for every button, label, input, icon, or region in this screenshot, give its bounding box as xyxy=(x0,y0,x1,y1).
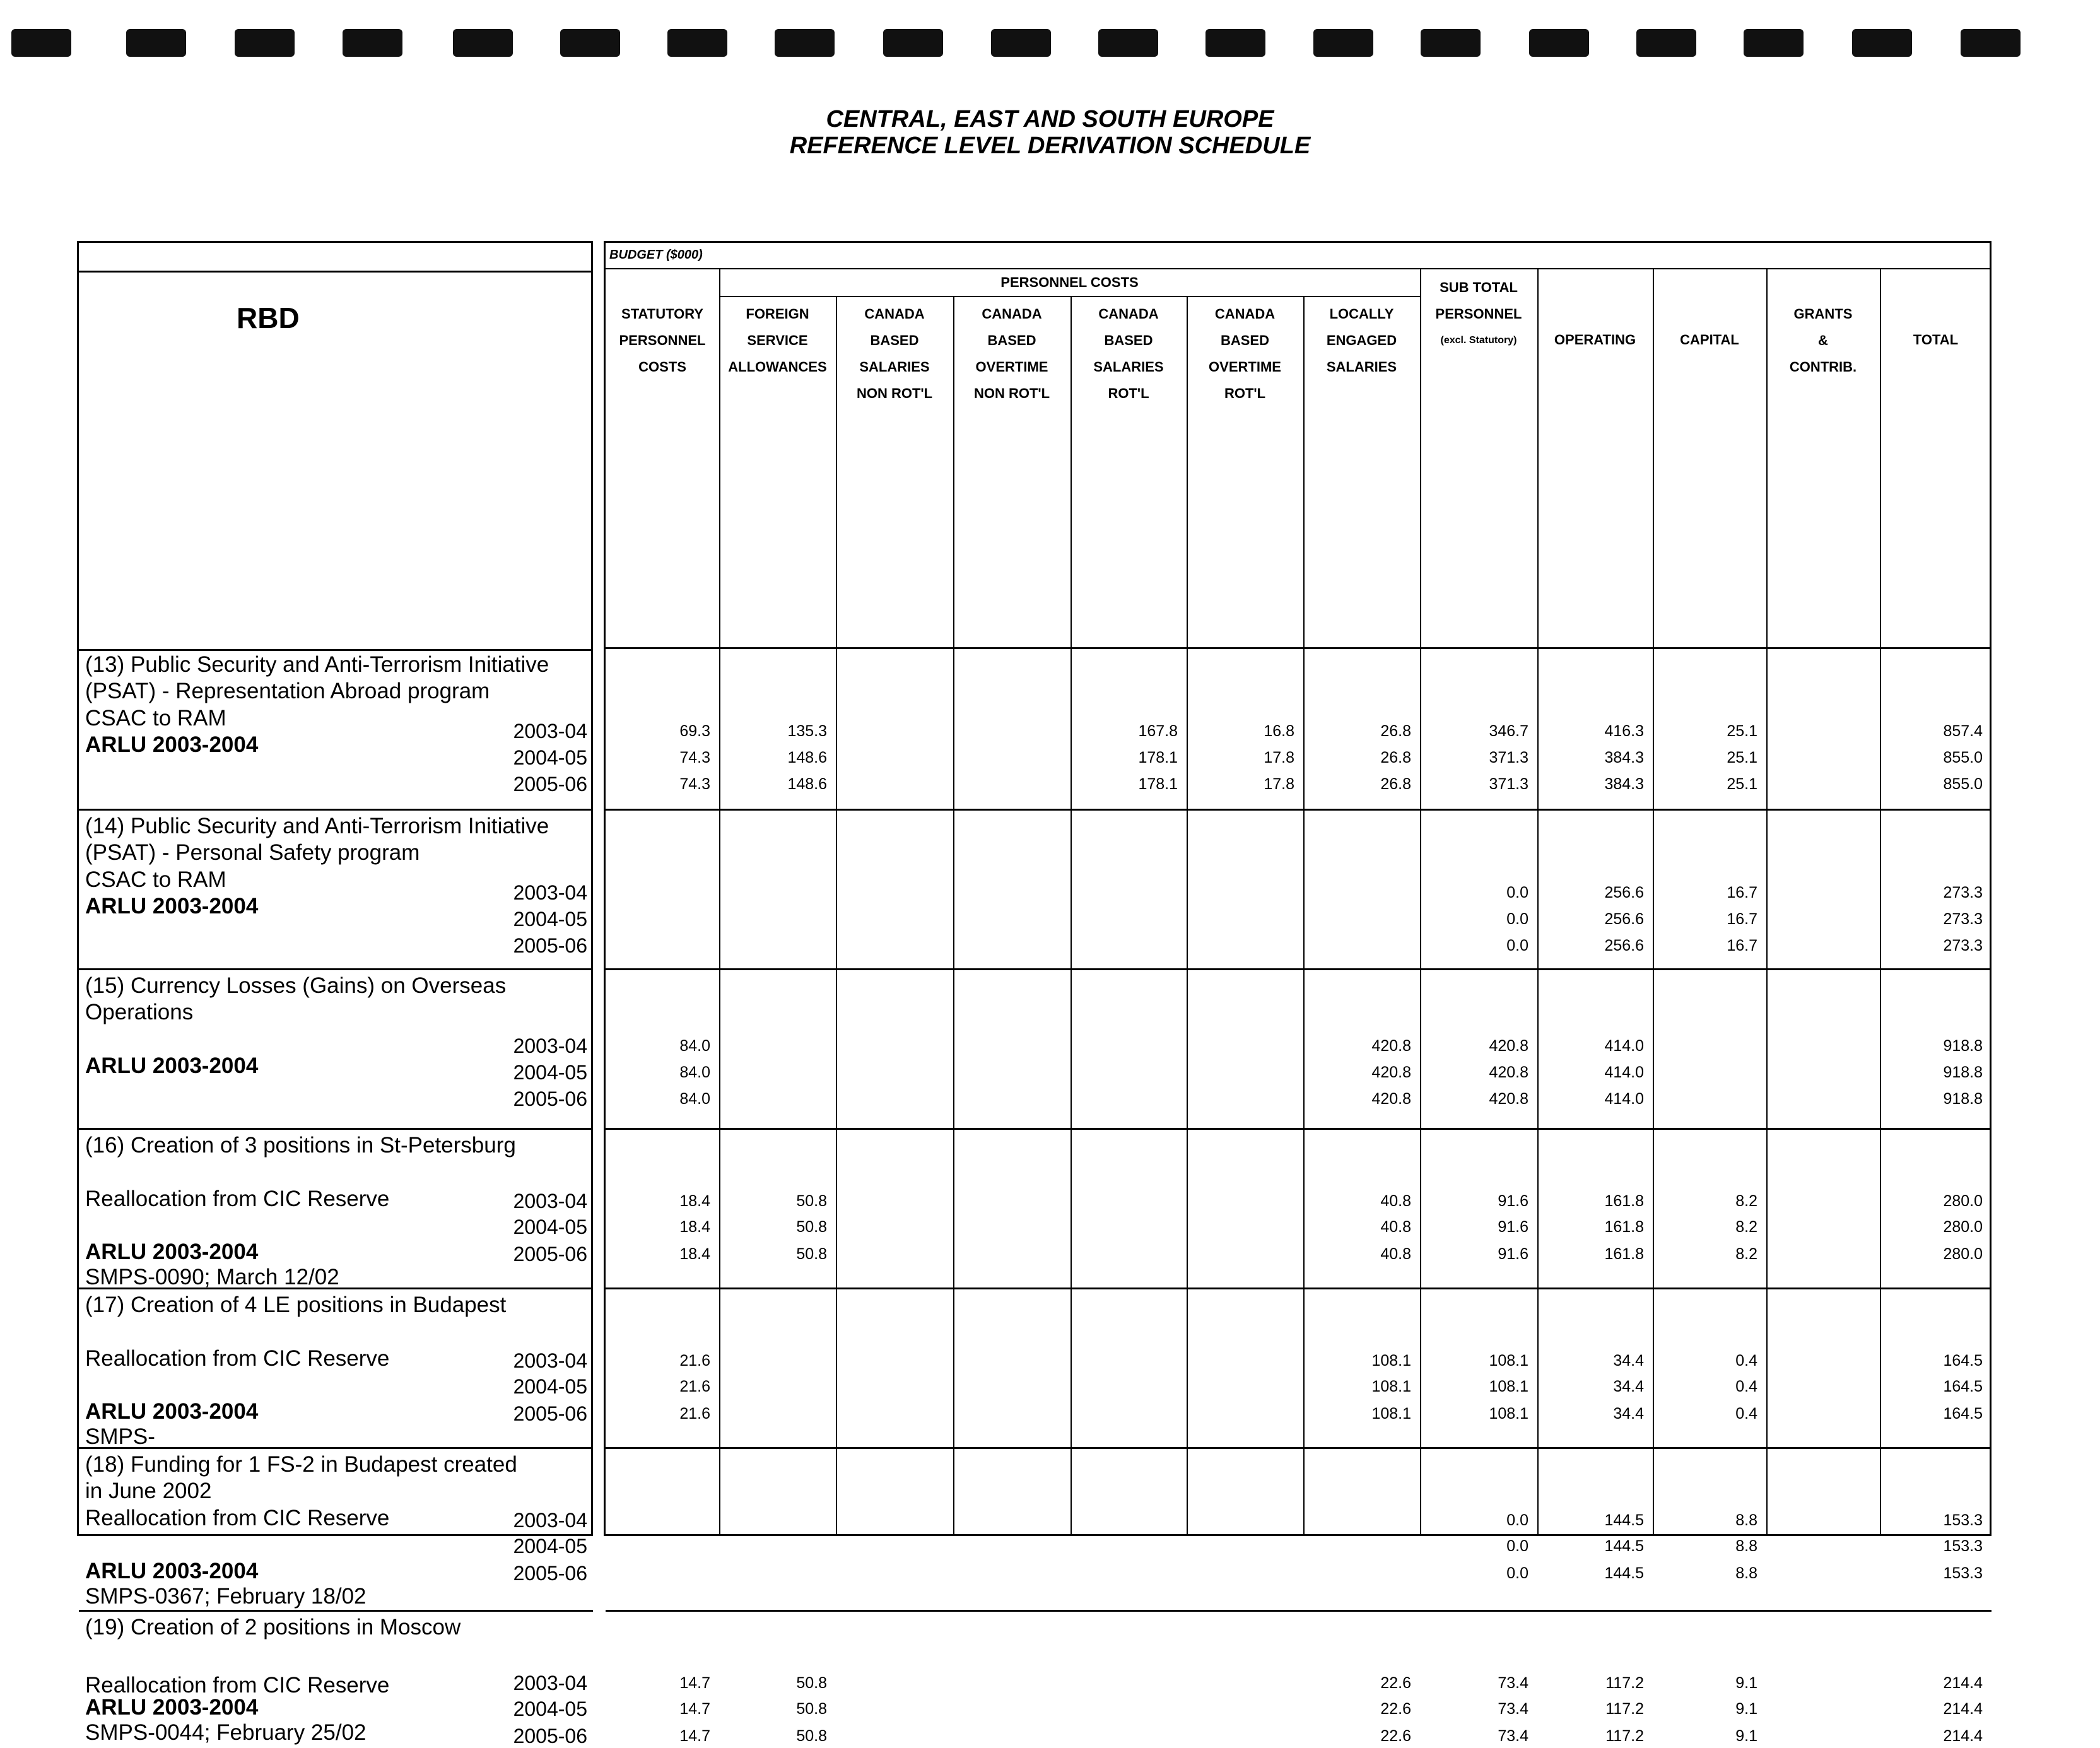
rbd-panel xyxy=(77,241,593,1747)
section-divider xyxy=(606,1288,1991,1289)
table-cell: 164.5 xyxy=(1943,1352,1983,1370)
table-cell: 21.6 xyxy=(679,1352,710,1370)
fiscal-year: 2004-05 xyxy=(513,1535,587,1557)
column-header-line: BASED xyxy=(870,332,919,348)
table-cell: 273.3 xyxy=(1943,910,1983,928)
column-divider xyxy=(1880,268,1881,1536)
table-cell: 148.6 xyxy=(787,749,827,766)
table-cell: 16.7 xyxy=(1727,910,1757,928)
table-cell: 144.5 xyxy=(1604,1564,1644,1582)
table-cell: 40.8 xyxy=(1380,1218,1411,1236)
table-cell: 21.6 xyxy=(679,1378,710,1395)
table-cell: 18.4 xyxy=(679,1218,710,1236)
column-header-line: BASED xyxy=(987,332,1036,348)
table-cell: 16.7 xyxy=(1727,937,1757,954)
table-cell: 256.6 xyxy=(1604,884,1644,901)
table-cell: 420.8 xyxy=(1489,1090,1528,1108)
section-text: (16) Creation of 3 positions in St-Petersburg xyxy=(85,1133,516,1158)
fiscal-year: 2004-05 xyxy=(513,1698,587,1720)
table-cell: 108.1 xyxy=(1489,1405,1528,1422)
section-text: (18) Funding for 1 FS-2 in Budapest created xyxy=(85,1452,517,1477)
column-header xyxy=(1653,327,1766,353)
section-divider xyxy=(606,1610,1991,1612)
fiscal-year: 2003-04 xyxy=(513,720,587,742)
table-cell: 84.0 xyxy=(679,1037,710,1055)
column-header-line: NON ROT'L xyxy=(856,385,933,401)
column-header-line: (excl. Statutory) xyxy=(1440,335,1517,346)
table-cell: 214.4 xyxy=(1943,1727,1983,1745)
table-cell: 280.0 xyxy=(1943,1192,1983,1210)
table-cell: 14.7 xyxy=(679,1700,710,1718)
column-header xyxy=(836,301,953,407)
table-cell: 40.8 xyxy=(1380,1245,1411,1263)
punch-hole xyxy=(11,29,71,57)
page-title: CENTRAL, EAST AND SOUTH EUROPE xyxy=(826,106,1274,132)
section-text: Operations xyxy=(85,1000,194,1024)
table-cell: 8.8 xyxy=(1735,1511,1757,1529)
column-header-line: SERVICE xyxy=(747,332,808,348)
section-text: in June 2002 xyxy=(85,1479,212,1503)
fiscal-year: 2004-05 xyxy=(513,1061,587,1084)
budget-label: BUDGET ($000) xyxy=(609,248,703,262)
table-cell: 18.4 xyxy=(679,1245,710,1263)
punch-hole xyxy=(991,29,1051,57)
column-header-line: PERSONNEL xyxy=(619,332,706,348)
fiscal-year: 2005-06 xyxy=(513,1243,587,1265)
table-cell: 26.8 xyxy=(1380,749,1411,766)
table-cell: 135.3 xyxy=(787,722,827,740)
column-header-line: NON ROT'L xyxy=(973,385,1050,401)
column-header-line: TOTAL xyxy=(1913,332,1959,348)
table-cell: 144.5 xyxy=(1604,1511,1644,1529)
rbd-panel-top xyxy=(79,243,591,273)
table-cell: 420.8 xyxy=(1489,1064,1528,1081)
punch-hole xyxy=(560,29,620,57)
fiscal-year: 2005-06 xyxy=(513,1725,587,1747)
table-cell: 8.2 xyxy=(1735,1245,1757,1263)
table-cell: 25.1 xyxy=(1727,775,1757,793)
table-cell: 74.3 xyxy=(679,749,710,766)
column-header-line: LOCALLY xyxy=(1329,306,1394,322)
column-header-line: STATUTORY xyxy=(621,306,703,322)
section-divider xyxy=(79,809,593,811)
column-header-line: BASED xyxy=(1104,332,1153,348)
table-cell: 40.8 xyxy=(1380,1192,1411,1210)
table-cell: 117.2 xyxy=(1605,1727,1644,1745)
table-cell: 256.6 xyxy=(1604,910,1644,928)
column-divider xyxy=(1766,268,1768,1536)
table-cell: 273.3 xyxy=(1943,937,1983,954)
section-divider xyxy=(606,1128,1991,1130)
table-cell: 371.3 xyxy=(1489,775,1528,793)
column-header xyxy=(1766,301,1880,380)
section-text: SMPS-0044; February 25/02 xyxy=(85,1720,367,1745)
column-header xyxy=(1071,301,1187,407)
table-cell: 416.3 xyxy=(1604,722,1644,740)
table-cell: 0.0 xyxy=(1506,910,1528,928)
table-cell: 18.4 xyxy=(679,1192,710,1210)
punch-hole xyxy=(453,29,513,57)
section-text: (15) Currency Losses (Gains) on Overseas xyxy=(85,973,507,998)
column-header-line: OPERATING xyxy=(1554,332,1636,348)
table-cell: 280.0 xyxy=(1943,1218,1983,1236)
table-cell: 84.0 xyxy=(679,1064,710,1081)
fiscal-year: 2003-04 xyxy=(513,1509,587,1532)
section-text: ARLU 2003-2004 xyxy=(85,1559,259,1583)
table-cell: 414.0 xyxy=(1604,1090,1644,1108)
table-cell: 14.7 xyxy=(679,1727,710,1745)
column-header-line: SALARIES xyxy=(1093,359,1164,375)
column-divider xyxy=(1303,296,1305,1536)
section-divider xyxy=(79,1447,593,1449)
column-header-line: ALLOWANCES xyxy=(728,359,827,375)
table-cell: 0.0 xyxy=(1506,937,1528,954)
fiscal-year: 2004-05 xyxy=(513,1216,587,1238)
section-text: SMPS- xyxy=(85,1424,155,1449)
table-cell: 178.1 xyxy=(1138,775,1178,793)
fiscal-year: 2005-06 xyxy=(513,934,587,957)
table-cell: 108.1 xyxy=(1371,1352,1411,1370)
table-cell: 371.3 xyxy=(1489,749,1528,766)
column-divider xyxy=(1071,296,1072,1536)
punch-hole xyxy=(1205,29,1265,57)
table-cell: 8.8 xyxy=(1735,1564,1757,1582)
table-cell: 0.0 xyxy=(1506,1511,1528,1529)
table-cell: 918.8 xyxy=(1943,1037,1983,1055)
column-header-line: FOREIGN xyxy=(746,306,809,322)
section-text: Reallocation from CIC Reserve xyxy=(85,1506,390,1530)
section-text: Reallocation from CIC Reserve xyxy=(85,1346,390,1371)
punch-hole xyxy=(1636,29,1696,57)
fiscal-year: 2003-04 xyxy=(513,1035,587,1057)
punch-hole xyxy=(775,29,835,57)
table-cell: 857.4 xyxy=(1943,722,1983,740)
column-header-line: & xyxy=(1818,332,1828,348)
table-cell: 108.1 xyxy=(1489,1378,1528,1395)
personnel-costs-line xyxy=(719,296,1420,297)
fiscal-year: 2003-04 xyxy=(513,881,587,904)
table-cell: 50.8 xyxy=(796,1727,827,1745)
column-header-line: CONTRIB. xyxy=(1789,359,1857,375)
section-divider xyxy=(79,1128,593,1130)
column-header-line: CANADA xyxy=(1098,306,1159,322)
table-cell: 144.5 xyxy=(1604,1537,1644,1555)
column-header xyxy=(953,301,1071,407)
column-divider xyxy=(1420,268,1421,1536)
section-text: ARLU 2003-2004 xyxy=(85,1399,259,1424)
table-cell: 346.7 xyxy=(1489,722,1528,740)
table-cell: 16.7 xyxy=(1727,884,1757,901)
table-cell: 918.8 xyxy=(1943,1064,1983,1081)
table-cell: 50.8 xyxy=(796,1245,827,1263)
table-cell: 214.4 xyxy=(1943,1674,1983,1692)
punch-hole xyxy=(126,29,186,57)
table-cell: 148.6 xyxy=(787,775,827,793)
column-header xyxy=(606,301,719,380)
table-cell: 161.8 xyxy=(1604,1192,1644,1210)
table-cell: 178.1 xyxy=(1138,749,1178,766)
column-header-line: ROT'L xyxy=(1224,385,1266,401)
table-cell: 0.0 xyxy=(1506,1537,1528,1555)
punch-hole xyxy=(667,29,727,57)
fiscal-year: 2004-05 xyxy=(513,746,587,769)
column-header-line: OVERTIME xyxy=(1209,359,1281,375)
table-cell: 8.2 xyxy=(1735,1192,1757,1210)
table-cell: 161.8 xyxy=(1604,1245,1644,1263)
fiscal-year: 2004-05 xyxy=(513,908,587,930)
column-divider xyxy=(836,296,837,1536)
column-divider xyxy=(1653,268,1654,1536)
table-cell: 420.8 xyxy=(1371,1037,1411,1055)
table-cell: 161.8 xyxy=(1604,1218,1644,1236)
table-cell: 108.1 xyxy=(1371,1378,1411,1395)
table-cell: 21.6 xyxy=(679,1405,710,1422)
punch-hole xyxy=(1529,29,1589,57)
section-divider xyxy=(606,1447,1991,1449)
column-header-line: CAPITAL xyxy=(1680,332,1739,348)
table-cell: 167.8 xyxy=(1138,722,1178,740)
section-divider xyxy=(79,1610,593,1612)
table-cell: 22.6 xyxy=(1380,1700,1411,1718)
table-cell: 91.6 xyxy=(1498,1245,1528,1263)
column-divider xyxy=(719,268,720,1536)
section-text: SMPS-0090; March 12/02 xyxy=(85,1265,339,1289)
fiscal-year: 2005-06 xyxy=(513,773,587,795)
table-cell: 0.4 xyxy=(1735,1378,1757,1395)
column-header-line: CANADA xyxy=(864,306,925,322)
table-cell: 117.2 xyxy=(1605,1700,1644,1718)
fiscal-year: 2004-05 xyxy=(513,1375,587,1398)
table-header-divider xyxy=(606,647,1991,649)
punch-hole xyxy=(1421,29,1481,57)
column-header xyxy=(719,301,836,380)
table-cell: 214.4 xyxy=(1943,1700,1983,1718)
table-cell: 414.0 xyxy=(1604,1037,1644,1055)
table-cell: 34.4 xyxy=(1613,1378,1644,1395)
section-divider xyxy=(606,968,1991,970)
fiscal-year: 2003-04 xyxy=(513,1349,587,1372)
table-cell: 117.2 xyxy=(1605,1674,1644,1692)
table-cell: 25.1 xyxy=(1727,749,1757,766)
table-cell: 164.5 xyxy=(1943,1378,1983,1395)
fiscal-year: 2005-06 xyxy=(513,1402,587,1425)
table-cell: 74.3 xyxy=(679,775,710,793)
table-cell: 0.0 xyxy=(1506,884,1528,901)
punch-hole xyxy=(883,29,943,57)
fiscal-year: 2005-06 xyxy=(513,1088,587,1110)
section-text: (19) Creation of 2 positions in Moscow xyxy=(85,1615,461,1639)
punch-hole xyxy=(1852,29,1912,57)
table-cell: 91.6 xyxy=(1498,1218,1528,1236)
table-cell: 918.8 xyxy=(1943,1090,1983,1108)
table-cell: 384.3 xyxy=(1604,775,1644,793)
column-divider xyxy=(1187,296,1188,1536)
table-cell: 91.6 xyxy=(1498,1192,1528,1210)
section-text: ARLU 2003-2004 xyxy=(85,1053,259,1078)
column-header-line: OVERTIME xyxy=(975,359,1048,375)
rbd-heading: RBD xyxy=(237,302,300,334)
table-cell: 164.5 xyxy=(1943,1405,1983,1422)
column-header-line: BASED xyxy=(1220,332,1269,348)
punch-hole xyxy=(1098,29,1158,57)
table-cell: 855.0 xyxy=(1943,749,1983,766)
table-cell: 26.8 xyxy=(1380,722,1411,740)
column-header-line: COSTS xyxy=(638,359,686,375)
section-text: ARLU 2003-2004 xyxy=(85,1240,259,1264)
column-header-line: CANADA xyxy=(982,306,1042,322)
column-header xyxy=(1187,301,1303,407)
column-header xyxy=(1303,301,1420,380)
table-cell: 256.6 xyxy=(1604,937,1644,954)
section-text: (14) Public Security and Anti-Terrorism Initiative xyxy=(85,814,549,838)
section-text: (17) Creation of 4 LE positions in Budapest xyxy=(85,1293,507,1317)
punch-hole xyxy=(1313,29,1373,57)
fiscal-year: 2003-04 xyxy=(513,1190,587,1212)
table-cell: 34.4 xyxy=(1613,1352,1644,1370)
table-cell: 69.3 xyxy=(679,722,710,740)
section-text: (PSAT) - Personal Safety program xyxy=(85,840,420,865)
section-text: Reallocation from CIC Reserve xyxy=(85,1187,390,1211)
section-divider xyxy=(79,968,593,970)
table-cell: 420.8 xyxy=(1371,1064,1411,1081)
table-cell: 384.3 xyxy=(1604,749,1644,766)
section-text: ARLU 2003-2004 xyxy=(85,1695,259,1720)
section-divider xyxy=(606,809,1991,811)
punch-hole xyxy=(1744,29,1804,57)
column-header xyxy=(1420,274,1537,354)
punch-hole-strip xyxy=(11,21,2089,59)
table-cell: 273.3 xyxy=(1943,884,1983,901)
table-cell: 0.4 xyxy=(1735,1405,1757,1422)
column-divider xyxy=(1537,268,1539,1536)
table-cell: 25.1 xyxy=(1727,722,1757,740)
table-cell: 14.7 xyxy=(679,1674,710,1692)
table-cell: 73.4 xyxy=(1498,1727,1528,1745)
table-cell: 280.0 xyxy=(1943,1245,1983,1263)
table-cell: 84.0 xyxy=(679,1090,710,1108)
table-cell: 0.4 xyxy=(1735,1352,1757,1370)
table-cell: 153.3 xyxy=(1943,1564,1983,1582)
table-cell: 50.8 xyxy=(796,1192,827,1210)
column-header xyxy=(1880,327,1991,353)
table-cell: 0.0 xyxy=(1506,1564,1528,1582)
column-header xyxy=(1537,327,1653,353)
section-text: ARLU 2003-2004 xyxy=(85,894,259,918)
section-text: (PSAT) - Representation Abroad program xyxy=(85,679,490,703)
table-cell: 50.8 xyxy=(796,1674,827,1692)
table-cell: 73.4 xyxy=(1498,1674,1528,1692)
table-cell: 17.8 xyxy=(1264,775,1294,793)
personnel-costs-heading: PERSONNEL COSTS xyxy=(1000,274,1139,290)
table-cell: 108.1 xyxy=(1371,1405,1411,1422)
column-header-line: CANADA xyxy=(1214,306,1276,322)
table-cell: 414.0 xyxy=(1604,1064,1644,1081)
table-cell: 108.1 xyxy=(1489,1352,1528,1370)
punch-hole xyxy=(235,29,295,57)
section-text: ARLU 2003-2004 xyxy=(85,732,259,757)
section-text: CSAC to RAM xyxy=(85,867,226,892)
fiscal-year: 2003-04 xyxy=(513,1672,587,1694)
column-header-line: ROT'L xyxy=(1108,385,1149,401)
table-cell: 73.4 xyxy=(1498,1700,1528,1718)
table-cell: 50.8 xyxy=(796,1218,827,1236)
punch-hole xyxy=(343,29,402,57)
column-header-line: SALARIES xyxy=(1326,359,1397,375)
table-cell: 420.8 xyxy=(1371,1090,1411,1108)
budget-header-line xyxy=(606,268,1991,269)
rbd-header-divider xyxy=(79,649,591,651)
budget-table xyxy=(604,241,1991,1745)
table-cell: 50.8 xyxy=(796,1700,827,1718)
fiscal-year: 2005-06 xyxy=(513,1562,587,1585)
page-subtitle: REFERENCE LEVEL DERIVATION SCHEDULE xyxy=(789,132,1311,159)
column-header-line: PERSONNEL xyxy=(1435,306,1522,322)
table-cell: 9.1 xyxy=(1735,1674,1757,1692)
section-text: SMPS-0367; February 18/02 xyxy=(85,1584,367,1609)
table-cell: 9.1 xyxy=(1735,1700,1757,1718)
section-text: CSAC to RAM xyxy=(85,706,226,730)
column-header-line: SALARIES xyxy=(859,359,930,375)
column-header-line: SUB TOTAL xyxy=(1440,279,1518,295)
table-cell: 26.8 xyxy=(1380,775,1411,793)
table-cell: 855.0 xyxy=(1943,775,1983,793)
table-cell: 17.8 xyxy=(1264,749,1294,766)
table-cell: 8.8 xyxy=(1735,1537,1757,1555)
table-cell: 8.2 xyxy=(1735,1218,1757,1236)
section-text: (13) Public Security and Anti-Terrorism Initiative xyxy=(85,652,549,677)
table-cell: 22.6 xyxy=(1380,1727,1411,1745)
column-divider xyxy=(953,296,954,1536)
column-header-line: ENGAGED xyxy=(1326,332,1397,348)
table-cell: 16.8 xyxy=(1264,722,1294,740)
column-header-line: GRANTS xyxy=(1793,306,1853,322)
table-cell: 153.3 xyxy=(1943,1537,1983,1555)
section-text: Reallocation from CIC Reserve xyxy=(85,1673,390,1698)
punch-hole xyxy=(1961,29,2021,57)
table-cell: 34.4 xyxy=(1613,1405,1644,1422)
table-cell: 153.3 xyxy=(1943,1511,1983,1529)
table-cell: 22.6 xyxy=(1380,1674,1411,1692)
table-cell: 9.1 xyxy=(1735,1727,1757,1745)
table-cell: 420.8 xyxy=(1489,1037,1528,1055)
